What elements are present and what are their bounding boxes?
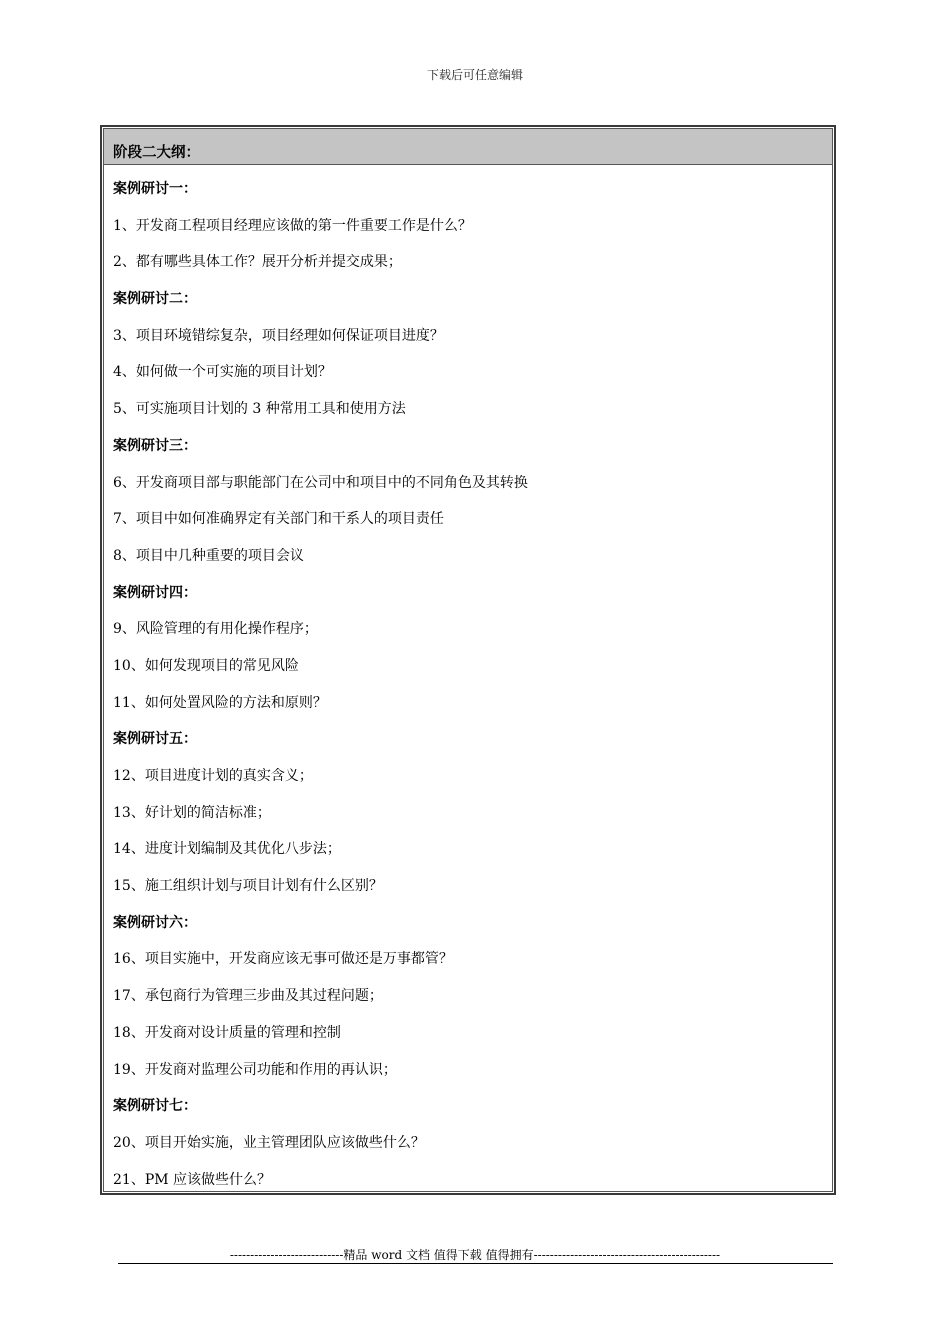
outline-item: 3、项目环境错综复杂，项目经理如何保证项目进度？	[113, 327, 444, 344]
outline-item: 2、都有哪些具体工作？展开分析并提交成果；	[113, 254, 402, 271]
outline-item: 20、项目开始实施，业主管理团队应该做些什么？	[113, 1134, 425, 1151]
outline-table-inner	[103, 128, 833, 1192]
outline-item: 8、项目中几种重要的项目会议	[113, 547, 304, 564]
outline-item: 1、开发商工程项目经理应该做的第一件重要工作是什么？	[113, 217, 472, 234]
outline-item: 17、承包商行为管理三步曲及其过程问题；	[113, 988, 383, 1005]
footer-rule	[118, 1263, 833, 1264]
outline-item: 11、如何处置风险的方法和原则？	[113, 694, 327, 711]
case-study-heading: 案例研讨三：	[113, 437, 197, 454]
outline-item: 5、可实施项目计划的 3 种常用工具和使用方法	[113, 401, 406, 418]
outline-item: 7、项目中如何准确界定有关部门和干系人的项目责任	[113, 511, 444, 528]
outline-item: 13、好计划的简洁标准；	[113, 804, 271, 821]
case-study-heading: 案例研讨二：	[113, 291, 197, 308]
case-study-heading: 案例研讨一：	[113, 181, 197, 197]
outline-item: 6、开发商项目部与职能部门在公司中和项目中的不同角色及其转换	[113, 474, 528, 491]
outline-item: 15、施工组织计划与项目计划有什么区别？	[113, 878, 383, 895]
page-header: 下载后可任意编辑	[426, 68, 523, 82]
outline-item: 14、进度计划编制及其优化八步法；	[113, 841, 341, 858]
outline-item: 10、如何发现项目的常见风险	[113, 657, 299, 674]
outline-table	[100, 125, 836, 1195]
case-study-heading: 案例研讨七：	[113, 1098, 197, 1115]
outline-item: 16、项目实施中，开发商应该无事可做还是万事都管？	[113, 951, 453, 968]
case-study-heading: 案例研讨五：	[113, 731, 197, 748]
outline-item: 4、如何做一个可实施的项目计划？	[113, 364, 332, 381]
page-footer: ----------------------------精品 word 文档 值得下载 值得拥有----------------------------------------------	[229, 1248, 721, 1262]
table-body	[104, 165, 832, 1198]
case-study-heading: 案例研讨六：	[113, 914, 197, 931]
outline-item: 21、PM 应该做些什么？	[113, 1171, 272, 1188]
case-study-heading: 案例研讨四：	[113, 584, 197, 601]
outline-item: 12、项目进度计划的真实含义；	[113, 768, 313, 784]
outline-item: 9、风险管理的有用化操作程序；	[113, 621, 318, 638]
outline-item: 19、开发商对监理公司功能和作用的再认识；	[113, 1061, 397, 1078]
outline-item: 18、开发商对设计质量的管理和控制	[113, 1024, 341, 1041]
table-title: 阶段二大纲：	[104, 129, 832, 165]
